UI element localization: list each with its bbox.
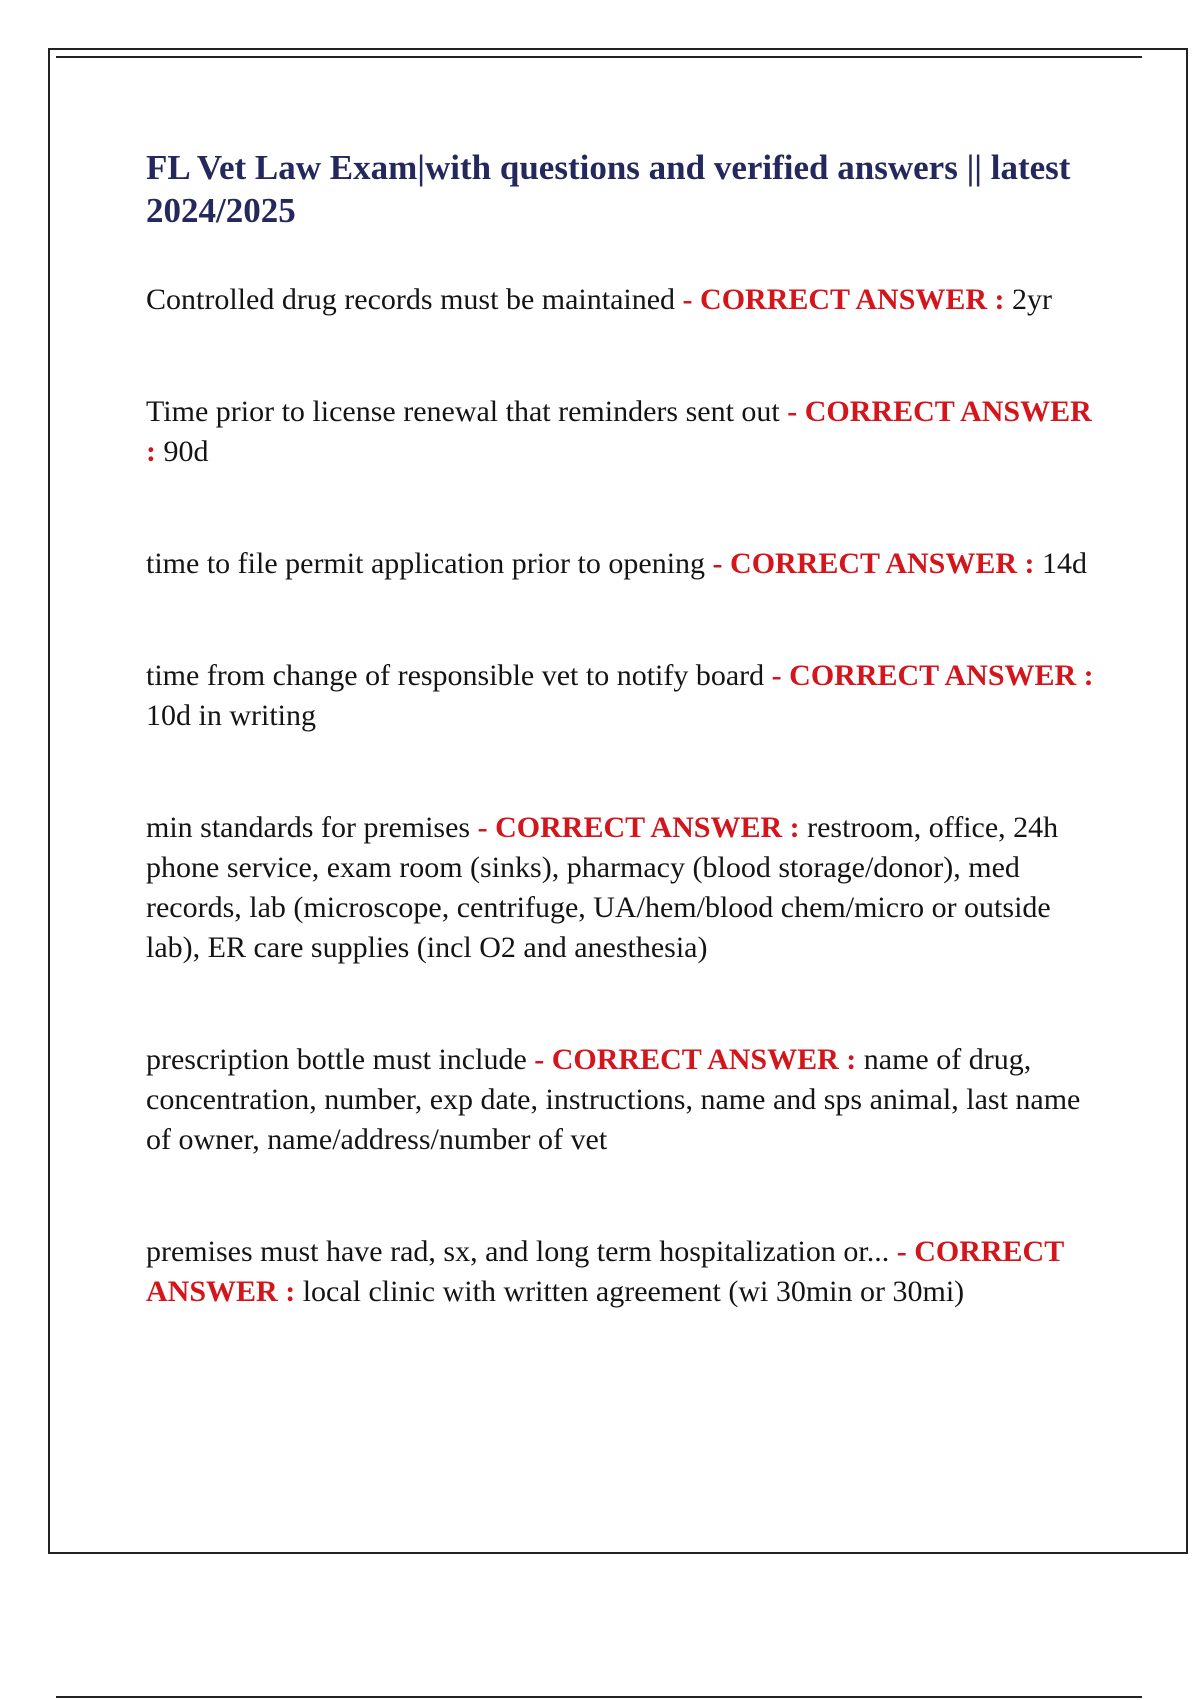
answer-separator: -: [534, 1043, 545, 1076]
bottom-rule: [56, 1696, 1142, 1698]
correct-answer-label: CORRECT ANSWER :: [495, 811, 800, 844]
qa-item: [146, 1232, 1096, 1312]
qa-item: [146, 808, 1096, 968]
qa-item: [146, 656, 1096, 736]
answer-text: local clinic with written agreement (wi 30min or 30mi): [302, 1275, 965, 1308]
qa-item: [146, 1040, 1096, 1160]
question-text: time to file permit application prior to opening: [146, 547, 706, 580]
answer-text: 14d: [1042, 547, 1088, 580]
correct-answer-label: CORRECT ANSWER :: [146, 395, 1092, 468]
correct-answer-label: CORRECT ANSWER :: [551, 1043, 857, 1076]
question-text: time from change of responsible vet to notify board: [146, 659, 765, 692]
question-text: Controlled drug records must be maintained: [146, 283, 676, 316]
correct-answer-label: CORRECT ANSWER :: [789, 659, 1094, 692]
qa-item: [146, 544, 1096, 584]
answer-separator: -: [896, 1235, 907, 1268]
answer-text: 2yr: [1012, 283, 1053, 316]
answer-text: 90d: [163, 435, 209, 468]
question-text: prescription bottle must include: [146, 1043, 527, 1076]
answer-separator: -: [712, 547, 723, 580]
question-text: min standards for premises: [146, 811, 471, 844]
correct-answer-label: CORRECT ANSWER :: [700, 283, 1005, 316]
document-title: FL Vet Law Exam|with questions and verified answers || latest 2024/2025: [146, 148, 1071, 230]
answer-text: 10d in writing: [146, 699, 316, 732]
top-rule: [56, 56, 1142, 58]
question-text: premises must have rad, sx, and long term hospitalization or...: [146, 1235, 890, 1268]
answer-text: name of drug, concentration, number, exp date, instructions, name and sps animal, last name of owner, name/address/number of vet: [146, 1043, 1081, 1156]
answer-text: restroom, office, 24h phone service, exam room (sinks), pharmacy (blood storage/donor), med records, lab (microscope, centrifuge, UA/hem/blood chem/micro or outside lab), ER care supplies (incl O2 and anesthesia): [146, 811, 1059, 964]
answer-separator: -: [771, 659, 782, 692]
answer-separator: -: [477, 811, 488, 844]
document-body: [146, 146, 1096, 1384]
question-text: Time prior to license renewal that reminders sent out: [146, 395, 780, 428]
answer-separator: -: [787, 395, 798, 428]
qa-item: [146, 392, 1096, 472]
qa-list: [146, 280, 1096, 1312]
correct-answer-label: CORRECT ANSWER :: [146, 1235, 1064, 1308]
qa-item: [146, 280, 1096, 320]
answer-separator: -: [682, 283, 693, 316]
correct-answer-label: CORRECT ANSWER :: [730, 547, 1035, 580]
